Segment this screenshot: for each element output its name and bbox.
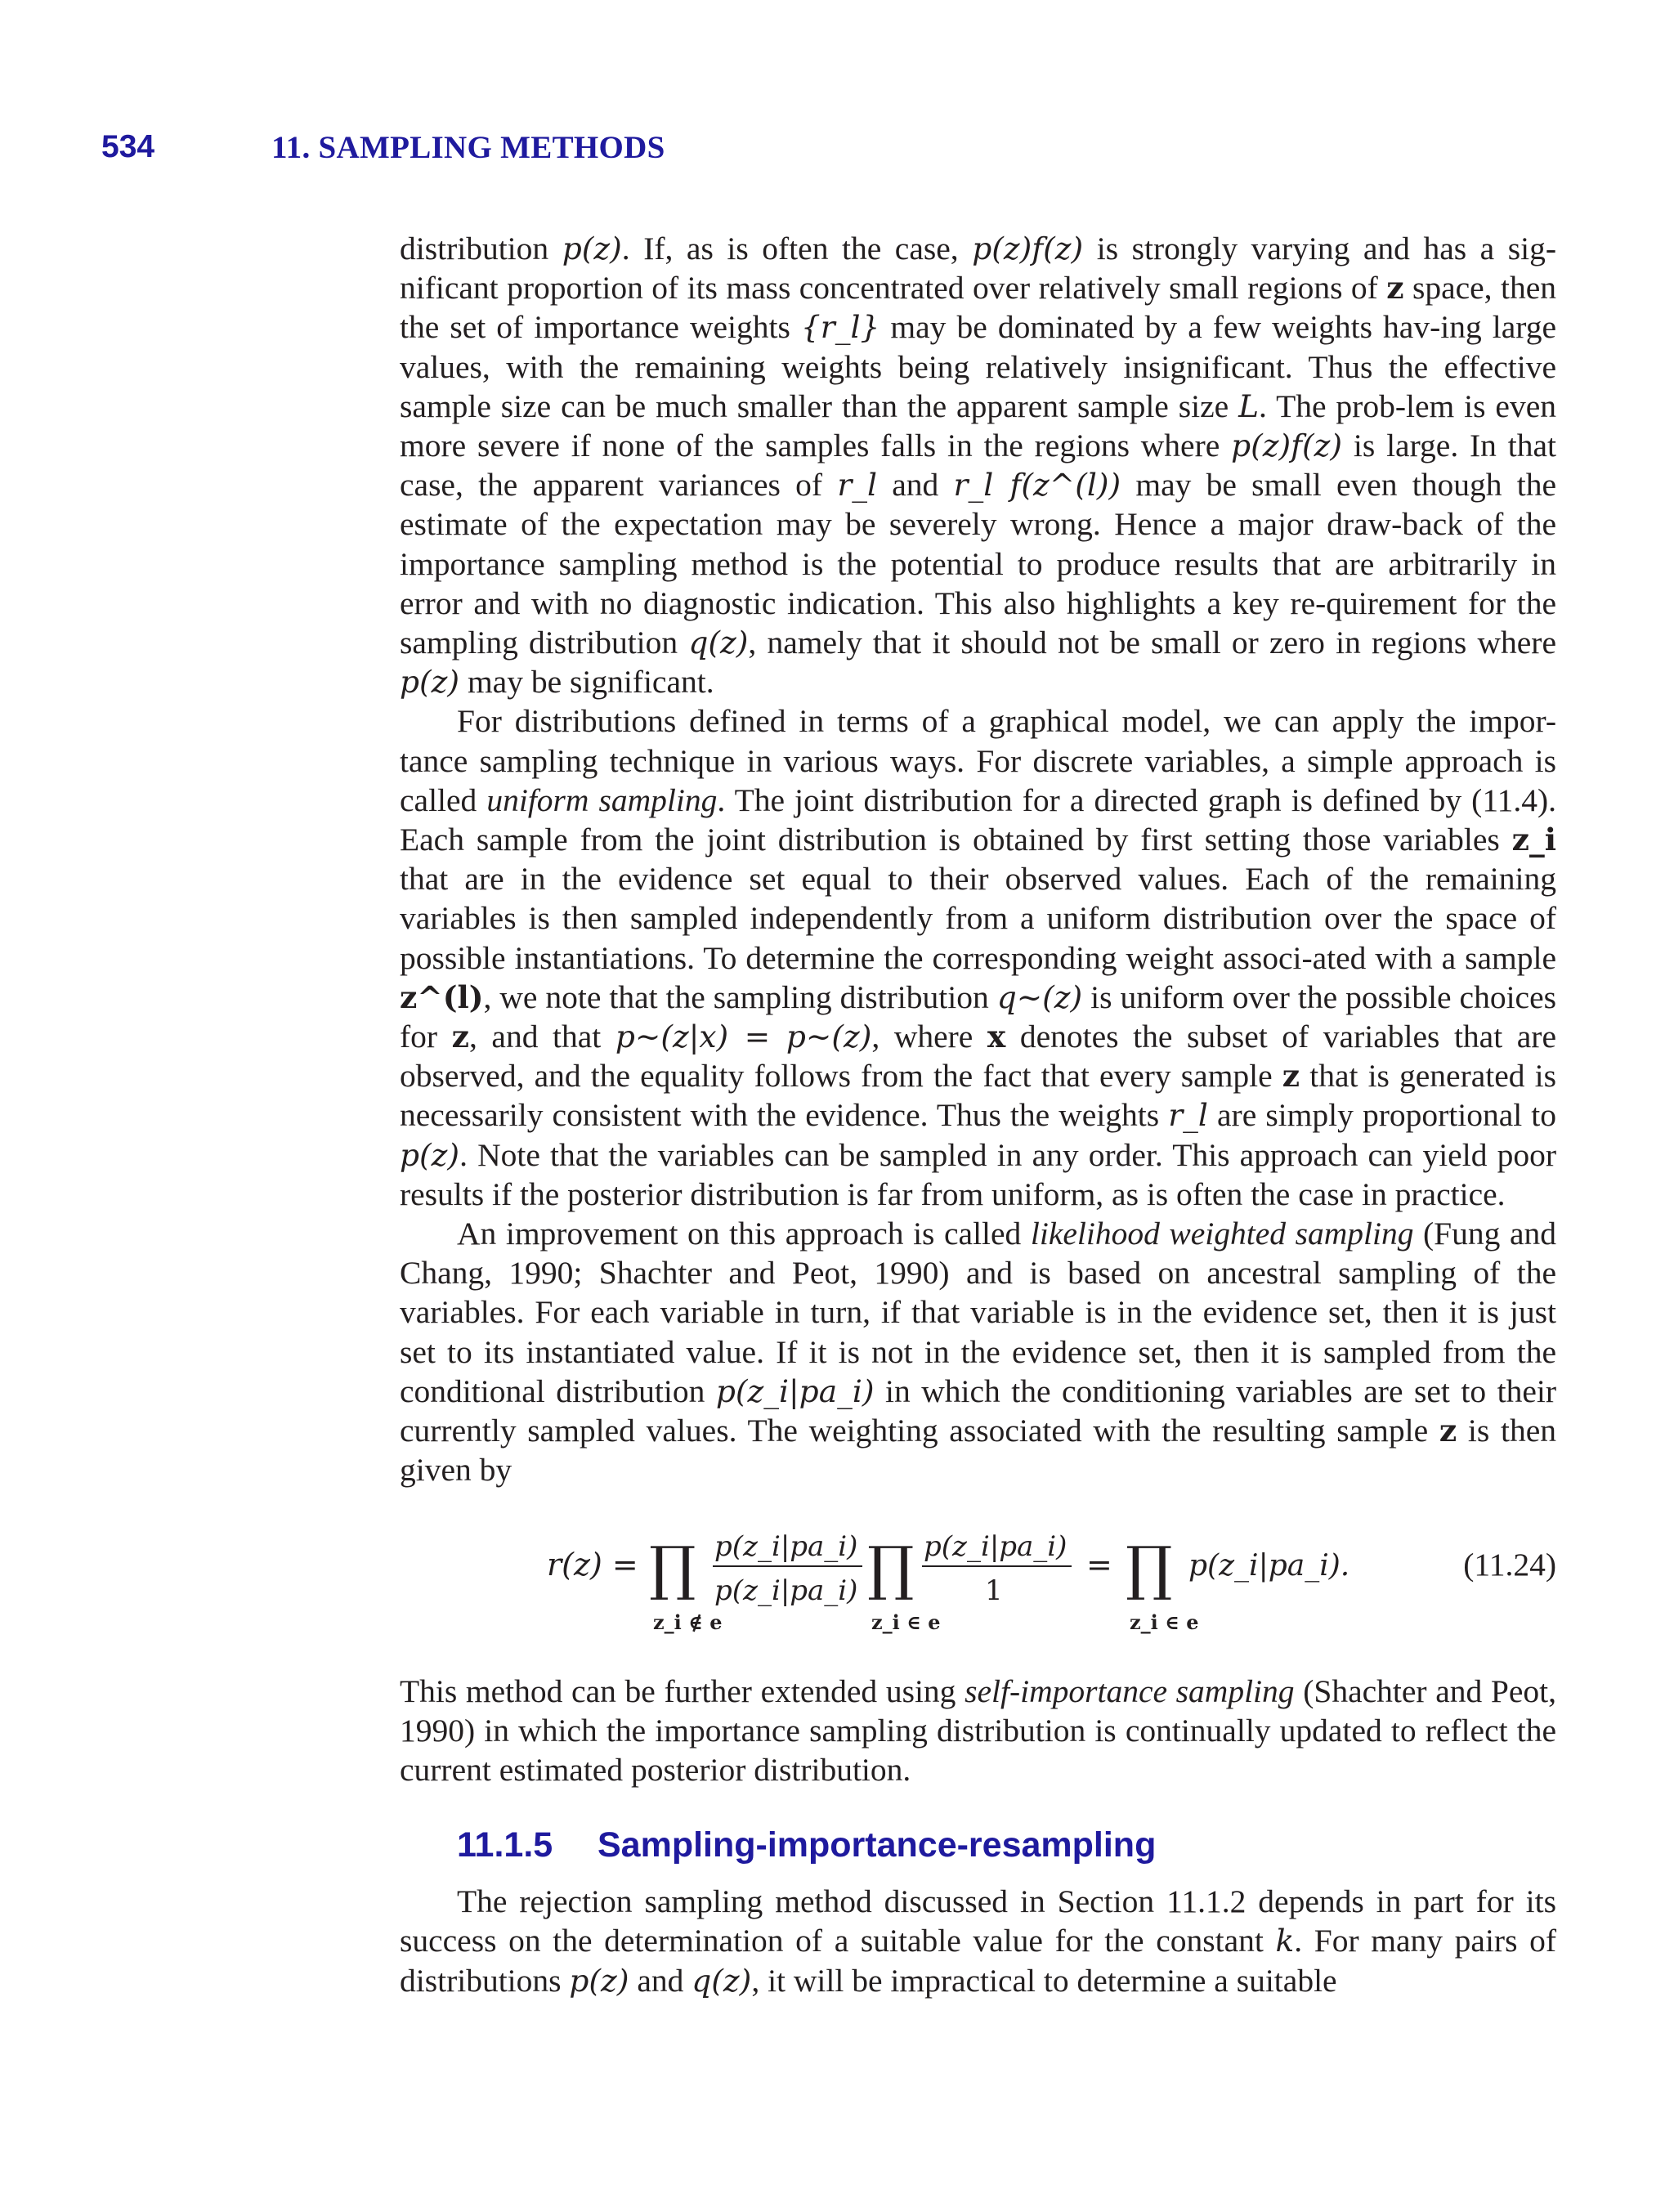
math-inline: p(z)f(z): [1231, 428, 1343, 464]
text-run: (Shachter and Peot, 1990) in which the importance sampling distribution is continually updated to reflect the current estimated posterior distribution.: [400, 1672, 1557, 1788]
math-inline: z: [1439, 1413, 1457, 1449]
text-run: An improvement on this approach is called: [457, 1216, 1031, 1252]
text-run: This method can be further extended using: [400, 1672, 965, 1709]
body-text: [400, 229, 1556, 2000]
math-inline: r_l f(z^(l)): [953, 467, 1121, 504]
math-inline: x: [987, 1019, 1006, 1055]
product-subscript: z_i ∈ e: [1130, 1610, 1199, 1634]
text-run: For distributions defined in terms of a graphical model, we can apply the impor-tance sampling technique in various ways. For discrete variables, a simple approach is called: [400, 703, 1556, 818]
product-symbol: ∏: [649, 1533, 696, 1602]
equation-lhs: r(z) =: [547, 1546, 638, 1583]
text-run: space, then the set of importance weights: [400, 270, 1556, 346]
fraction-numerator: p(z_i|pa_i): [714, 1529, 858, 1563]
math-inline: z: [1282, 1058, 1300, 1095]
math-inline: q(z): [692, 1962, 752, 1999]
text-run: is strongly varying and has a sig-nificant proportion of its mass concentrated over relatively small regions of: [400, 231, 1556, 307]
fraction-numerator: p(z_i|pa_i): [924, 1529, 1068, 1563]
text-run: is large. In that case, the apparent variances of: [400, 428, 1556, 504]
emphasis: uniform sampling: [486, 781, 718, 818]
text-run: and: [877, 467, 954, 504]
math-inline: p(z): [569, 1962, 629, 1999]
math-inline: z_i: [1511, 822, 1556, 858]
math-inline: L: [1238, 387, 1260, 424]
math-inline: p(z): [562, 231, 622, 266]
text-run: in which the conditioning variables are set to their currently sampled values. The weighting associated with the resulting sample: [400, 1372, 1556, 1449]
paragraph-1: [400, 229, 1556, 701]
text-run: , namely that it should not be small or zero in regions where: [748, 625, 1556, 661]
equation-rhs: p(z_i|pa_i).: [1188, 1548, 1350, 1583]
math-inline: q(z): [688, 625, 749, 661]
math-inline: p(z_i|pa_i): [715, 1372, 875, 1409]
text-run: . For many pairs of distributions: [400, 1923, 1556, 1999]
text-run: is then given by: [400, 1413, 1556, 1489]
equation-number: (11.24): [1463, 1546, 1556, 1583]
text-run: . If, as is often the case,: [621, 231, 973, 266]
text-run: , and that: [468, 1019, 615, 1055]
text-run: , we note that the sampling distribution: [483, 978, 997, 1015]
math-inline: p(z): [400, 1136, 460, 1173]
math-inline: p(z)f(z): [972, 231, 1084, 266]
equation-11-24: [400, 1508, 1556, 1657]
product-subscript: z_i ∉ e: [653, 1610, 723, 1634]
paragraph-5: [400, 1882, 1556, 2000]
math-inline: p(z): [400, 664, 460, 701]
text-run: are simply proportional to: [1207, 1097, 1557, 1134]
product-symbol: ∏: [867, 1533, 915, 1602]
math-inline: k: [1275, 1923, 1295, 1959]
math-inline: z: [451, 1019, 469, 1055]
emphasis: self-importance sampling: [965, 1672, 1295, 1709]
math-inline: z^(l): [400, 978, 484, 1015]
text-run: distribution: [400, 231, 562, 266]
text-run: that are in the evidence set equal to their observed values. Each of the remaining variables is then sampled independently from a uniform distribution over the space of possible instantiations. To determine the corresponding weight associ-ated with a sample: [400, 861, 1556, 976]
equals-sign: =: [1086, 1546, 1112, 1583]
fraction-denominator: p(z_i|pa_i): [714, 1574, 858, 1607]
page-number: 534: [101, 129, 155, 164]
text-run: is uniform over the possible choices for: [400, 978, 1556, 1055]
fraction-denominator: 1: [985, 1574, 1003, 1607]
text-run: (Fung and Chang, 1990; Shachter and Peot, 1990) and is based on ancestral sampling of the variables. For each variable in turn, if that variable is in the evidence set, then it is just set to its instantiated value. If it is not in the evidence set, then it is sampled from the conditional distribution: [400, 1216, 1557, 1409]
equation-graphic: [400, 1508, 1556, 1657]
paragraph-4: [400, 1672, 1556, 1790]
math-inline: q~(z): [996, 978, 1083, 1015]
math-inline: z: [1386, 270, 1404, 307]
section-title: Sampling-importance-resampling: [598, 1825, 1157, 1865]
product-subscript: z_i ∈ e: [871, 1610, 941, 1634]
text-run: . The joint distribution for a directed graph is defined by (11.4). Each sample from the joint distribution is obtained by first setting those variables: [400, 781, 1557, 858]
text-run: may be dominated by a few weights hav-ing large values, with the remaining weights being relatively insignificant. Thus the effective sample size can be much smaller than the apparent sample size: [400, 309, 1556, 424]
math-inline: {r_l}: [800, 309, 880, 346]
emphasis: likelihood weighted sampling: [1030, 1216, 1414, 1252]
text-run: and: [629, 1962, 692, 1999]
text-run: The rejection sampling method discussed in Section 11.1.2 depends in part for its success on the determination of a suitable value for the constant: [400, 1883, 1556, 1959]
text-run: may be small even though the estimate of the expectation may be severely wrong. Hence a major draw-back of the importance sampling method is the potential to produce results that are arbitrarily in error and with no diagnostic indication. This also highlights a key re-quirement for the sampling distribution: [400, 467, 1556, 661]
text-run: , where: [871, 1019, 987, 1055]
text-run: . The prob-lem is even more severe if none of the samples falls in the regions where: [400, 387, 1556, 464]
paragraph-2: [400, 701, 1556, 1214]
section-heading: [457, 1825, 1556, 1865]
product-symbol: ∏: [1126, 1533, 1173, 1602]
text-run: that is generated is necessarily consistent with the evidence. Thus the weights: [400, 1058, 1556, 1134]
math-inline: r_l: [837, 467, 878, 504]
chapter-title: 11. SAMPLING METHODS: [271, 130, 665, 165]
text-run: may be significant.: [459, 664, 714, 701]
section-number: 11.1.5: [457, 1825, 553, 1865]
text-run: , it will be impractical to determine a suitable: [751, 1962, 1337, 1999]
paragraph-3: [400, 1214, 1556, 1489]
math-inline: r_l: [1168, 1097, 1208, 1134]
text-run: denotes the subset of variables that are observed, and the equality follows from the fact that every sample: [400, 1019, 1556, 1095]
math-inline: p~(z|x) = p~(z): [615, 1019, 872, 1055]
text-run: . Note that the variables can be sampled in any order. This approach can yield poor results if the posterior distribution is far from uniform, as is often the case in practice.: [400, 1136, 1556, 1212]
running-head: [0, 129, 1674, 175]
